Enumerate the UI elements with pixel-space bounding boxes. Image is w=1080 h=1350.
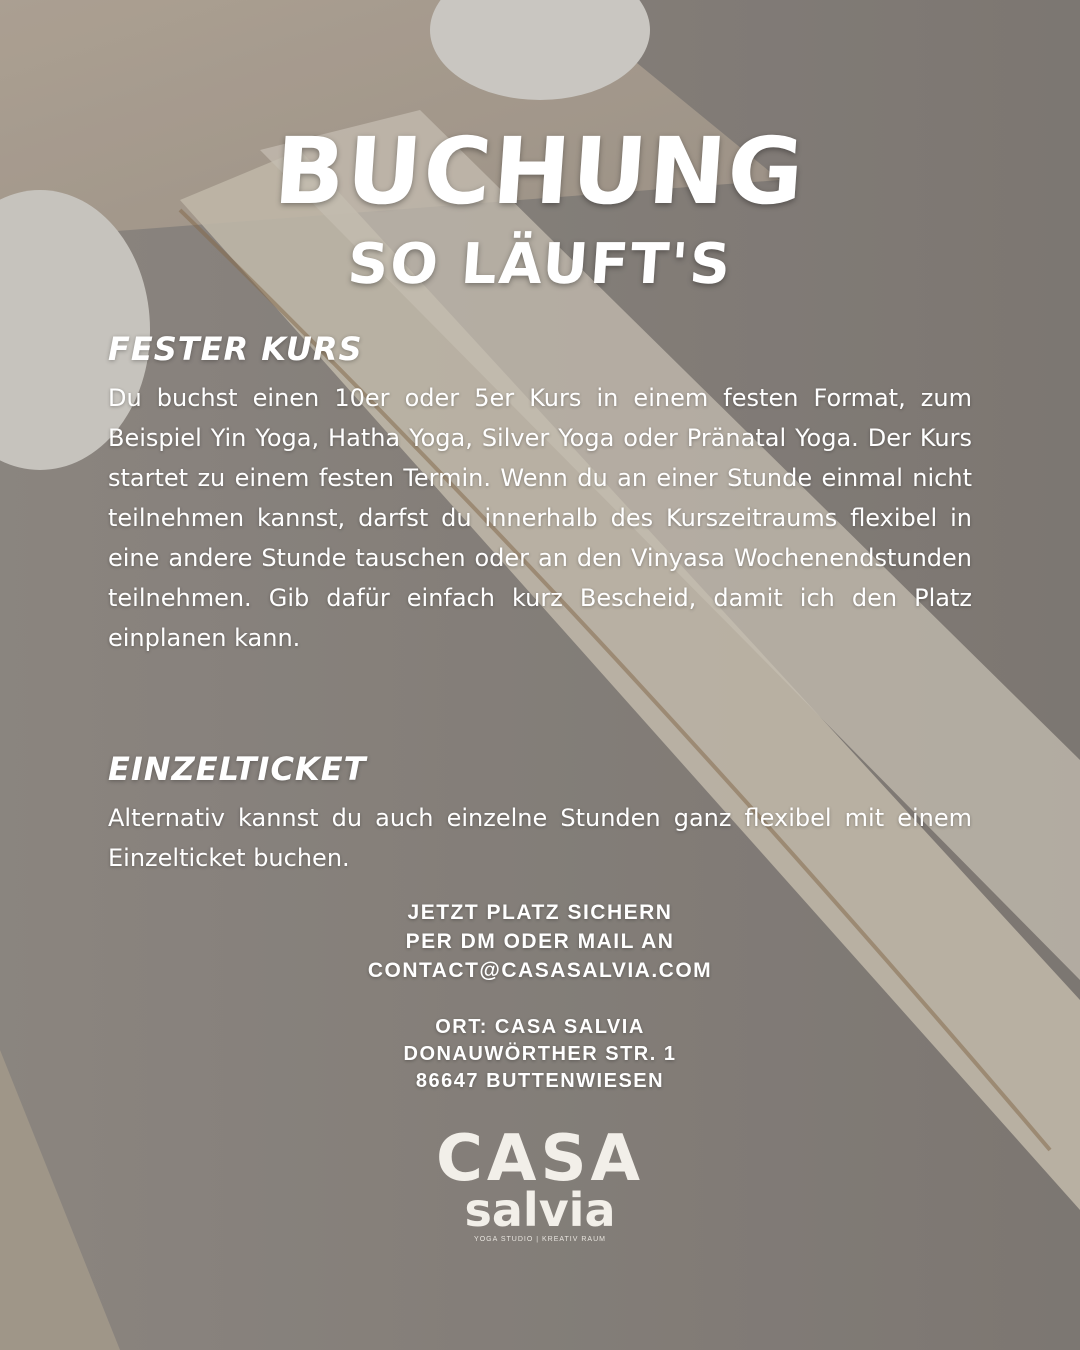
cta-line: JETZT PLATZ SICHERN xyxy=(407,901,673,924)
section-heading-einzelticket: EINZELTICKET xyxy=(108,750,367,788)
logo-word-casa: CASA xyxy=(435,1122,645,1196)
cta-block xyxy=(0,898,1080,985)
cta-line: PER DM ODER MAIL AN xyxy=(405,930,675,953)
logo-tagline: YOGA STUDIO | KREATIV RAUM xyxy=(474,1236,606,1243)
location-line: ORT: CASA SALVIA xyxy=(435,1016,645,1038)
section-text-fester-kurs: Du buchst einen 10er oder 5er Kurs in einem festen Format, zum Beispiel Yin Yoga, Hatha Yoga, Silver Yoga oder Pränatal Yoga. Der Kurs startet zu einem festen Termin. Wenn du an einer Stunde einmal nicht teilnehmen kannst, darfst du innerhalb des Kurszeitraums flexibel in eine andere Stunde tauschen oder an den Vinyasa Wochenendstunden teilnehmen. Gib dafür einfach kurz Bescheid, damit ich den Platz einplanen kann. xyxy=(108,384,972,652)
location-line: 86647 BUTTENWIESEN xyxy=(415,1070,665,1092)
email-link[interactable]: CONTACT@CASASALVIA.COM xyxy=(367,959,713,982)
casa-salvia-logo xyxy=(0,1122,1080,1243)
section-text-einzelticket: Alternativ kannst du auch einzelne Stunden ganz flexibel mit einem Einzelticket buchen. xyxy=(108,804,972,872)
location-block xyxy=(0,1014,1080,1095)
page-title: BUCHUNG xyxy=(270,118,810,225)
logo-word-salvia: salvia xyxy=(464,1183,616,1237)
page-subtitle: SO LÄUFT'S xyxy=(345,232,735,297)
section-heading-fester-kurs: FESTER KURS xyxy=(108,330,363,368)
location-line: DONAUWÖRTHER STR. 1 xyxy=(403,1043,677,1065)
